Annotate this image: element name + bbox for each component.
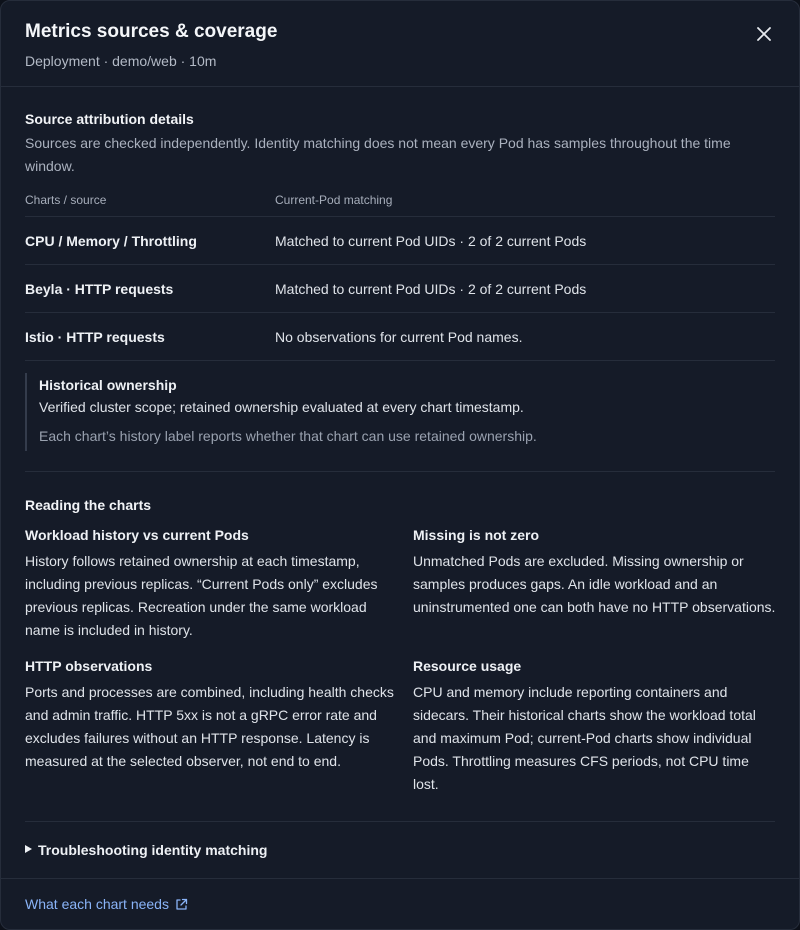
reading-card [25,654,401,796]
table-row [25,217,775,265]
dialog-footer [1,878,799,929]
column-header-source: Charts / source [25,193,107,207]
card-title: Missing is not zero [413,527,540,543]
reading-card [413,654,777,796]
reading-card [413,523,777,642]
card-text: History follows retained ownership at each timestamp, including previous replicas. “Current Pods only” excludes previous replicas. Recreation under the same workload name is included in history. [25,553,378,638]
row-source: CPU / Memory / Throttling [25,232,197,249]
attribution-title: Source attribution details [25,111,194,127]
what-each-chart-needs-link[interactable] [25,896,188,912]
attribution-description: Sources are checked independently. Identity matching does not mean every Pod has samples throughout the time window. [25,135,731,174]
card-title: HTTP observations [25,658,153,674]
troubleshooting-disclosure[interactable] [25,821,775,880]
card-text: CPU and memory include reporting containers and sidecars. Their historical charts show the workload total and maximum Pod; current-Pod charts show individual Pods. Throttling measures CFS periods, not CPU time lost. [413,684,756,792]
footer-link-label: What each chart needs [25,896,169,912]
row-matching: No observations for current Pod names. [275,328,523,345]
section-divider [25,471,775,472]
card-title: Resource usage [413,658,522,674]
card-text: Ports and processes are combined, including health checks and admin traffic. HTTP 5xx is not a gRPC error rate and excludes failures without an HTTP response. Latency is measured at the selected observer, not end to end. [25,684,394,769]
dialog-content [1,110,799,880]
historical-ownership-callout [25,373,775,451]
attribution-table [25,184,775,361]
close-icon [757,27,771,41]
troubleshooting-label: Troubleshooting identity matching [38,842,268,858]
ownership-note: Each chart’s history label reports whether that chart can use retained ownership. [39,428,537,444]
dialog-header [1,1,799,87]
card-text: Unmatched Pods are excluded. Missing ownership or samples produces gaps. An idle workload and an uninstrumented one can both have no HTTP observations. [413,553,776,615]
ownership-line: Verified cluster scope; retained ownership evaluated at every chart timestamp. [39,399,524,415]
row-matching: Matched to current Pod UIDs · 2 of 2 current Pods [275,280,587,297]
reading-card [25,523,401,642]
triangle-right-icon [25,845,32,853]
table-row [25,313,775,361]
close-button[interactable] [753,23,775,45]
row-source: Beyla · HTTP requests [25,280,174,297]
row-source: Istio · HTTP requests [25,328,165,345]
reading-grid [25,523,775,808]
card-title: Workload history vs current Pods [25,527,249,543]
dialog-title: Metrics sources & coverage [25,21,278,42]
row-matching: Matched to current Pod UIDs · 2 of 2 current Pods [275,232,587,249]
reading-title: Reading the charts [25,497,152,513]
external-link-icon [175,898,188,911]
dialog-subtitle: Deployment · demo/web · 10m [25,53,217,69]
table-row [25,265,775,313]
table-header [25,184,775,217]
column-header-matching: Current-Pod matching [275,193,393,207]
ownership-title: Historical ownership [39,377,177,393]
